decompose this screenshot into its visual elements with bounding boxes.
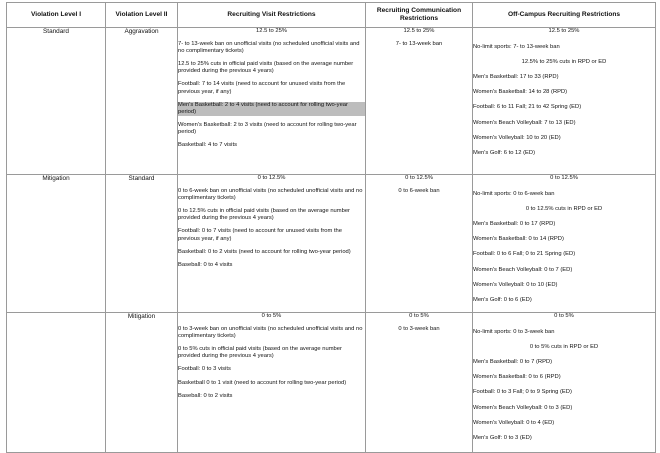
off-campus-item: Women's Beach Volleyball: 0 to 3 (ED) <box>473 404 573 411</box>
visit-item: 0 to 6-week ban on unofficial visits (no scheduled unofficial visits and no complimentary tickets) <box>178 188 363 202</box>
visit-item: Football: 7 to 14 visits (need to account for unused visits from the previous year, if any) <box>178 81 346 95</box>
off-campus-restrictions <box>473 313 656 453</box>
visit-item: Baseball: 0 to 2 visits <box>178 392 233 399</box>
table-row <box>7 28 656 175</box>
off-campus-item: Men's Golf: 0 to 6 (ED) <box>473 296 532 303</box>
visit-range: 0 to 5% <box>261 313 282 319</box>
visit-item: 0 to 12.5% cuts in official paid visits (based on the average number provided during the previous 4 years) <box>178 208 350 222</box>
violation-level-1: Mitigation <box>7 175 106 313</box>
visit-item: Basketball: 0 to 2 visits (need to account for rolling two-year period) <box>178 248 351 255</box>
off-campus-item: Football: 6 to 11 Fall; 21 to 42 Spring (ED) <box>473 104 582 111</box>
visit-item: Basketball 0 to 1 visit (need to account for rolling two-year period) <box>178 379 347 386</box>
header-off-campus: Off-Campus Recruiting Restrictions <box>473 3 656 28</box>
visit-item: Baseball: 0 to 4 visits <box>178 261 233 268</box>
visit-item: Football: 0 to 3 visits <box>178 366 231 373</box>
header-violation-level-2: Violation Level II <box>106 3 178 28</box>
table-row <box>7 313 656 453</box>
off-campus-item: Women's Basketball: 14 to 28 (RPD) <box>473 89 568 96</box>
visit-range: 12.5 to 25% <box>256 28 287 34</box>
visit-item-highlighted: Men's Basketball: 2 to 4 visits (need to account for rolling two-year period) <box>178 102 365 116</box>
off-campus-item: Men's Golf: 0 to 3 (ED) <box>473 434 532 441</box>
off-campus-range: 0 to 12.5% <box>550 175 578 181</box>
communication-restrictions <box>366 313 473 453</box>
off-campus-item: Women's Beach Volleyball: 0 to 7 (ED) <box>473 266 573 273</box>
off-campus-item: Women's Volleyball: 0 to 4 (ED) <box>473 419 555 426</box>
communication-range: 0 to 5% <box>409 313 429 319</box>
communication-item: 0 to 6-week ban <box>398 188 440 195</box>
off-campus-item: 12.5% to 25% cuts in RPD or ED <box>521 59 607 66</box>
off-campus-item: Women's Basketball: 0 to 6 (RPD) <box>473 374 561 381</box>
off-campus-item: Women's Beach Volleyball: 7 to 13 (ED) <box>473 119 576 126</box>
visit-item: Basketball: 4 to 7 visits <box>178 142 237 149</box>
off-campus-item: Football: 0 to 3 Fall; 0 to 9 Spring (ED) <box>473 389 572 396</box>
off-campus-item: No-limit sports: 7- to 13-week ban <box>473 44 560 51</box>
violation-level-2: Standard <box>106 175 178 313</box>
visit-item: 12.5 to 25% cuts in official paid visits (based on the average number provided during the previous 4 years) <box>178 61 354 75</box>
communication-item: 0 to 3-week ban <box>398 326 440 333</box>
table-row <box>7 175 656 313</box>
visit-item: Football: 0 to 7 visits (need to account for unused visits from the previous year, if any) <box>178 228 343 242</box>
visit-item: 7- to 13-week ban on unofficial visits (no scheduled unofficial visits and no complimentary tickets) <box>178 41 360 55</box>
off-campus-item: Women's Volleyball: 10 to 20 (ED) <box>473 134 561 141</box>
violation-level-2: Aggravation <box>106 28 178 175</box>
off-campus-range: 12.5 to 25% <box>548 28 580 34</box>
off-campus-restrictions <box>473 175 656 313</box>
off-campus-item: 0 to 5% cuts in RPD or ED <box>529 344 599 351</box>
violation-level-1: Standard <box>7 28 106 175</box>
visit-item: 0 to 5% cuts in official paid visits (based on the average number provided during the previous 4 years) <box>178 346 342 360</box>
header-row <box>7 3 656 28</box>
off-campus-item: Men's Basketball: 0 to 17 (RPD) <box>473 221 556 228</box>
violation-level-2: Mitigation <box>106 313 178 453</box>
off-campus-item: Women's Volleyball: 0 to 10 (ED) <box>473 281 558 288</box>
visit-restrictions <box>178 175 366 313</box>
off-campus-range: 0 to 5% <box>554 313 574 319</box>
visit-restrictions <box>178 28 366 175</box>
off-campus-item: Men's Basketball: 17 to 33 (RPD) <box>473 74 559 81</box>
header-recruiting-communication: Recruiting Communication Restrictions <box>366 3 473 28</box>
communication-restrictions <box>366 175 473 313</box>
off-campus-item: 0 to 12.5% cuts in RPD or ED <box>525 206 603 213</box>
header-violation-level-1: Violation Level I <box>7 3 106 28</box>
off-campus-item: No-limit sports: 0 to 3-week ban <box>473 329 555 336</box>
off-campus-item: Men's Basketball: 0 to 7 (RPD) <box>473 359 553 366</box>
communication-range: 0 to 12.5% <box>405 175 433 181</box>
penalty-table <box>6 2 656 453</box>
off-campus-restrictions <box>473 28 656 175</box>
off-campus-item: Football: 0 to 6 Fall; 0 to 21 Spring (ED) <box>473 251 576 258</box>
visit-item: 0 to 3-week ban on unofficial visits (no scheduled unofficial visits and no complimentary tickets) <box>178 326 363 340</box>
off-campus-item: Men's Golf: 6 to 12 (ED) <box>473 149 535 156</box>
header-recruiting-visit: Recruiting Visit Restrictions <box>178 3 366 28</box>
visit-range: 0 to 12.5% <box>257 175 286 181</box>
off-campus-item: Women's Basketball: 0 to 14 (RPD) <box>473 236 564 243</box>
communication-range: 12.5 to 25% <box>403 28 435 34</box>
violation-level-1 <box>7 313 106 453</box>
visit-restrictions <box>178 313 366 453</box>
off-campus-item: No-limit sports: 0 to 6-week ban <box>473 191 555 198</box>
communication-item: 7- to 13-week ban <box>395 41 443 48</box>
visit-item: Women's Basketball: 2 to 3 visits (need to account for rolling two-year period) <box>178 121 357 135</box>
communication-restrictions <box>366 28 473 175</box>
